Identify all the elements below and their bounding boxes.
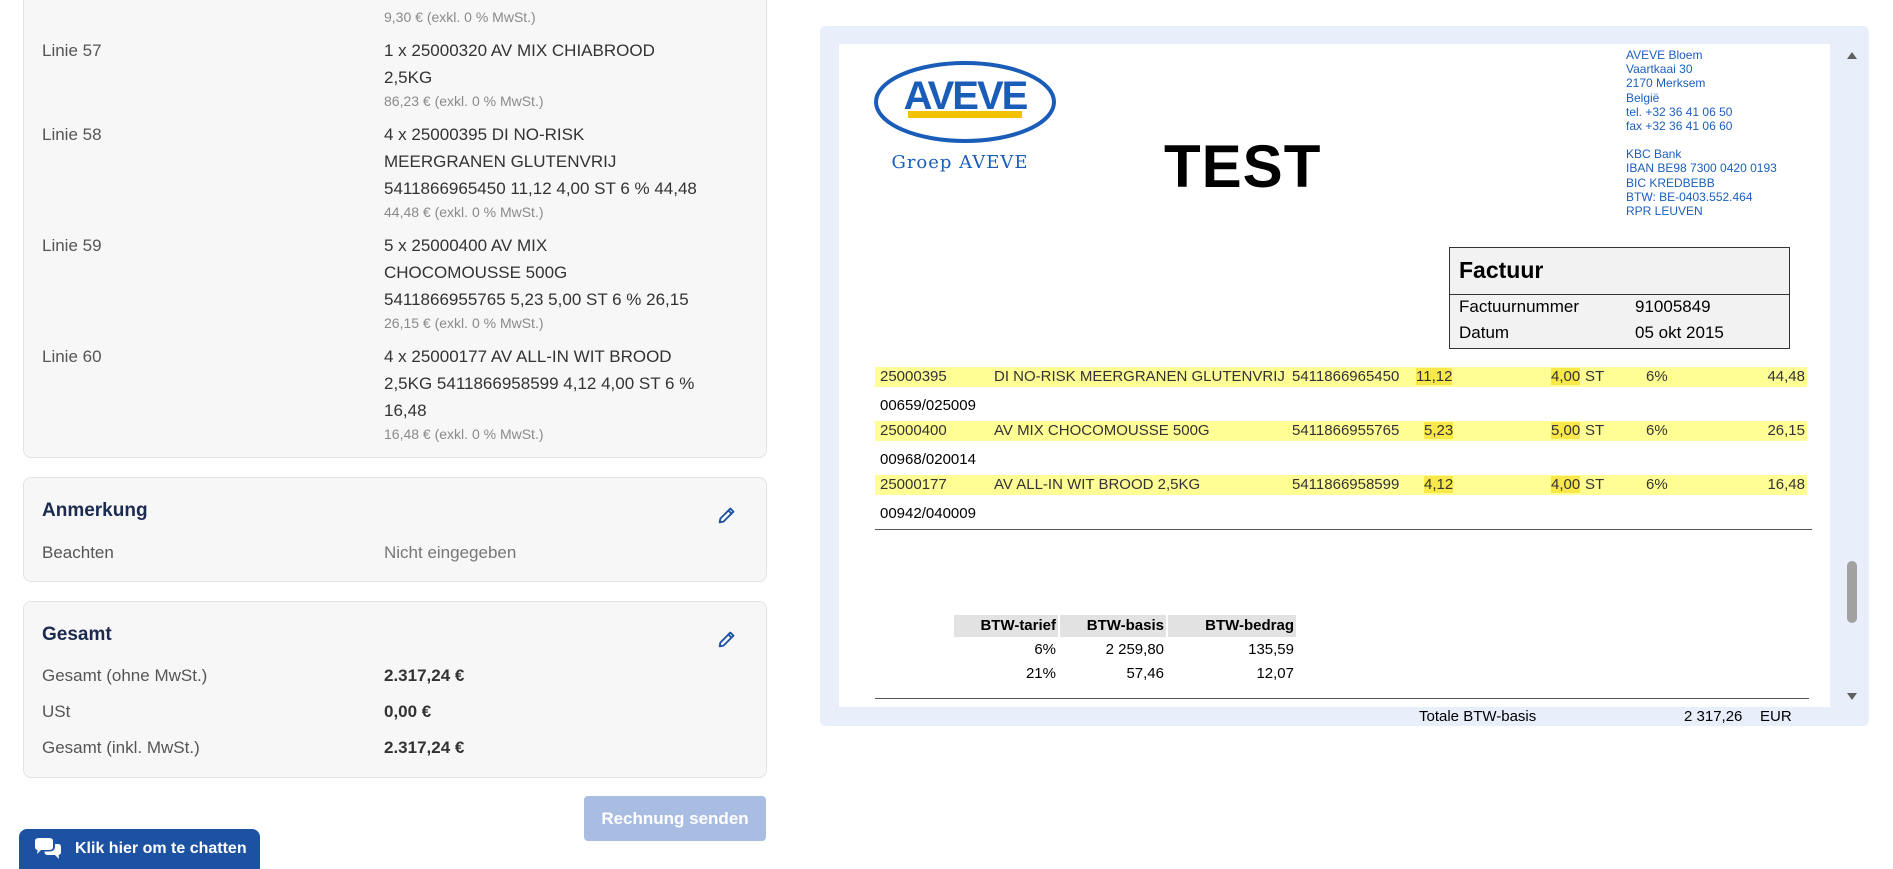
chat-button-label: Klik hier om te chatten (75, 840, 247, 857)
line-text: 5411866965450 11,12 4,00 ST 6 % 44,48 (384, 179, 697, 198)
item-description: AV ALL-IN WIT BROOD 2,5KG (994, 476, 1201, 493)
line-price-sub: 9,30 € (exkl. 0 % MwSt.) (384, 9, 536, 25)
invoice-date-label: Datum (1459, 323, 1510, 342)
document-title: TEST (1164, 133, 1322, 200)
total-gross-row (42, 738, 742, 764)
item-ean: 5411866958599 (1292, 476, 1400, 493)
item-unit: ST (1585, 422, 1605, 439)
total-value: 0,00 € (384, 702, 432, 721)
invoice-date-row (1459, 323, 1724, 343)
note-label: Beachten (42, 543, 114, 562)
svg-text:AVEVE: AVEVE (903, 74, 1027, 118)
line-price-sub: 44,48 € (exkl. 0 % MwSt.) (384, 204, 544, 220)
send-invoice-button[interactable]: Rechnung senden (584, 796, 766, 841)
line-price-sub: 16,48 € (exkl. 0 % MwSt.) (384, 426, 544, 442)
total-label: Gesamt (inkl. MwSt.) (42, 738, 200, 757)
chat-bubbles-icon (33, 837, 63, 861)
note-card (23, 477, 767, 582)
btw-cell: 57,46 (1126, 665, 1164, 682)
edit-note-button[interactable] (716, 504, 738, 526)
line-label: Linie 58 (42, 125, 102, 144)
sender-address (1626, 48, 1777, 218)
pencil-icon (716, 628, 738, 650)
item-ean: 5411866965450 (1292, 368, 1400, 385)
address-line: 2170 Merksem (1626, 76, 1706, 91)
line-text: 16,48 (384, 401, 427, 420)
total-card (23, 601, 767, 778)
item-code: 25000400 (880, 422, 947, 439)
item-amount: 16,48 (1767, 476, 1805, 493)
invoice-lines-card (23, 0, 767, 458)
svg-text:Groep AVEVE: Groep AVEVE (891, 152, 1029, 173)
total-vat-row (42, 702, 742, 728)
invoice-heading: Factuur (1450, 248, 1789, 295)
line-price-sub: 86,23 € (exkl. 0 % MwSt.) (384, 93, 544, 109)
total-vat-base-label: Totale BTW-basis (1419, 708, 1537, 725)
total-value: 2.317,24 € (384, 738, 465, 757)
line-text: 4 x 25000177 AV ALL-IN WIT BROOD (384, 347, 672, 366)
item-vat: 6% (1646, 368, 1668, 385)
scrollbar-thumb[interactable] (1847, 561, 1857, 623)
line-text: 4 x 25000395 DI NO-RISK (384, 125, 585, 144)
bank-line: IBAN BE98 7300 0420 0193 (1626, 161, 1777, 176)
note-title: Anmerkung (42, 500, 148, 521)
address-line: tel. +32 36 41 06 50 (1626, 104, 1733, 119)
address-line: AVEVE Bloem (1626, 48, 1703, 62)
note-value: Nicht eingegeben (384, 543, 517, 562)
divider (875, 529, 1812, 530)
item-reference: 00968/020014 (880, 451, 976, 468)
document-item-row (875, 475, 1807, 495)
btw-cell: 12,07 (1256, 665, 1294, 682)
item-reference: 00659/025009 (880, 397, 976, 414)
total-vat-base-value: 2 317,26 (1684, 708, 1743, 725)
aveve-logo (874, 58, 1056, 178)
bank-line: KBC Bank (1626, 147, 1682, 162)
total-value: 2.317,24 € (384, 666, 465, 685)
line-text: 5411866955765 5,23 5,00 ST 6 % 26,15 (384, 290, 689, 309)
btw-cell: 6% (1034, 641, 1056, 658)
item-amount: 26,15 (1767, 422, 1805, 439)
bank-line: BTW: BE-0403.552.464 (1626, 189, 1753, 204)
btw-header: BTW-bedrag (1168, 615, 1296, 637)
item-unit: ST (1585, 368, 1605, 385)
item-reference: 00942/040009 (880, 505, 976, 522)
line-text: 2,5KG 5411866958599 4,12 4,00 ST 6 % (384, 374, 695, 393)
item-ean: 5411866955765 (1292, 422, 1400, 439)
total-label: USt (42, 702, 71, 721)
total-net-row (42, 666, 742, 692)
btw-header: BTW-basis (1060, 615, 1166, 637)
line-text: MEERGRANEN GLUTENVRIJ (384, 152, 617, 171)
item-quantity: 4,00 (1551, 476, 1581, 493)
line-text: 5 x 25000400 AV MIX (384, 236, 548, 255)
invoice-date-value: 05 okt 2015 (1635, 323, 1724, 342)
line-text: 2,5KG (384, 68, 433, 87)
address-line: fax +32 36 41 06 60 (1626, 119, 1733, 134)
address-line: Vaartkaai 30 (1626, 62, 1693, 77)
document-scrollbar[interactable] (1844, 44, 1860, 707)
item-quantity: 5,00 (1551, 422, 1581, 439)
total-title: Gesamt (42, 624, 112, 645)
item-vat: 6% (1646, 422, 1668, 439)
document-item-row (875, 367, 1807, 387)
invoice-info-box (1449, 247, 1790, 349)
line-text: 1 x 25000320 AV MIX CHIABROOD (384, 41, 655, 60)
invoice-number-value: 91005849 (1635, 297, 1711, 316)
item-code: 25000177 (880, 476, 947, 493)
line-label: Linie 57 (42, 41, 102, 60)
btw-cell: 2 259,80 (1105, 641, 1164, 658)
item-price: 4,12 (1424, 476, 1454, 493)
document-viewer[interactable] (820, 26, 1869, 726)
scroll-down-arrow-icon[interactable] (1844, 690, 1860, 704)
btw-cell: 135,59 (1248, 641, 1294, 658)
item-quantity: 4,00 (1551, 368, 1581, 385)
bank-line: BIC KREDBEBB (1626, 175, 1715, 190)
pencil-icon (716, 504, 738, 526)
invoice-number-label: Factuurnummer (1459, 297, 1579, 316)
line-price-sub: 26,15 € (exkl. 0 % MwSt.) (384, 315, 544, 331)
item-unit: ST (1585, 476, 1605, 493)
item-code: 25000395 (880, 368, 947, 385)
line-label: Linie 59 (42, 236, 102, 255)
line-label: Linie 60 (42, 347, 102, 366)
line-text: CHOCOMOUSSE 500G (384, 263, 568, 282)
btw-cell: 21% (1025, 665, 1056, 682)
btw-header: BTW-tarief (954, 615, 1058, 637)
chat-button[interactable] (19, 829, 260, 869)
edit-total-button[interactable] (716, 628, 738, 650)
document-item-row (875, 421, 1807, 441)
item-description: DI NO-RISK MEERGRANEN GLUTENVRIJ (994, 368, 1285, 385)
item-price: 11,12 (1416, 368, 1453, 385)
invoice-document (839, 44, 1830, 725)
divider (875, 698, 1809, 699)
invoice-number-row (1459, 297, 1711, 317)
bank-line: RPR LEUVEN (1626, 204, 1703, 219)
total-label: Gesamt (ohne MwSt.) (42, 666, 208, 685)
address-line: België (1626, 90, 1660, 105)
item-vat: 6% (1646, 476, 1668, 493)
total-vat-base-currency: EUR (1760, 708, 1792, 725)
item-price: 5,23 (1424, 422, 1454, 439)
item-description: AV MIX CHOCOMOUSSE 500G (994, 422, 1210, 439)
scroll-up-arrow-icon[interactable] (1844, 48, 1860, 62)
item-amount: 44,48 (1767, 368, 1805, 385)
